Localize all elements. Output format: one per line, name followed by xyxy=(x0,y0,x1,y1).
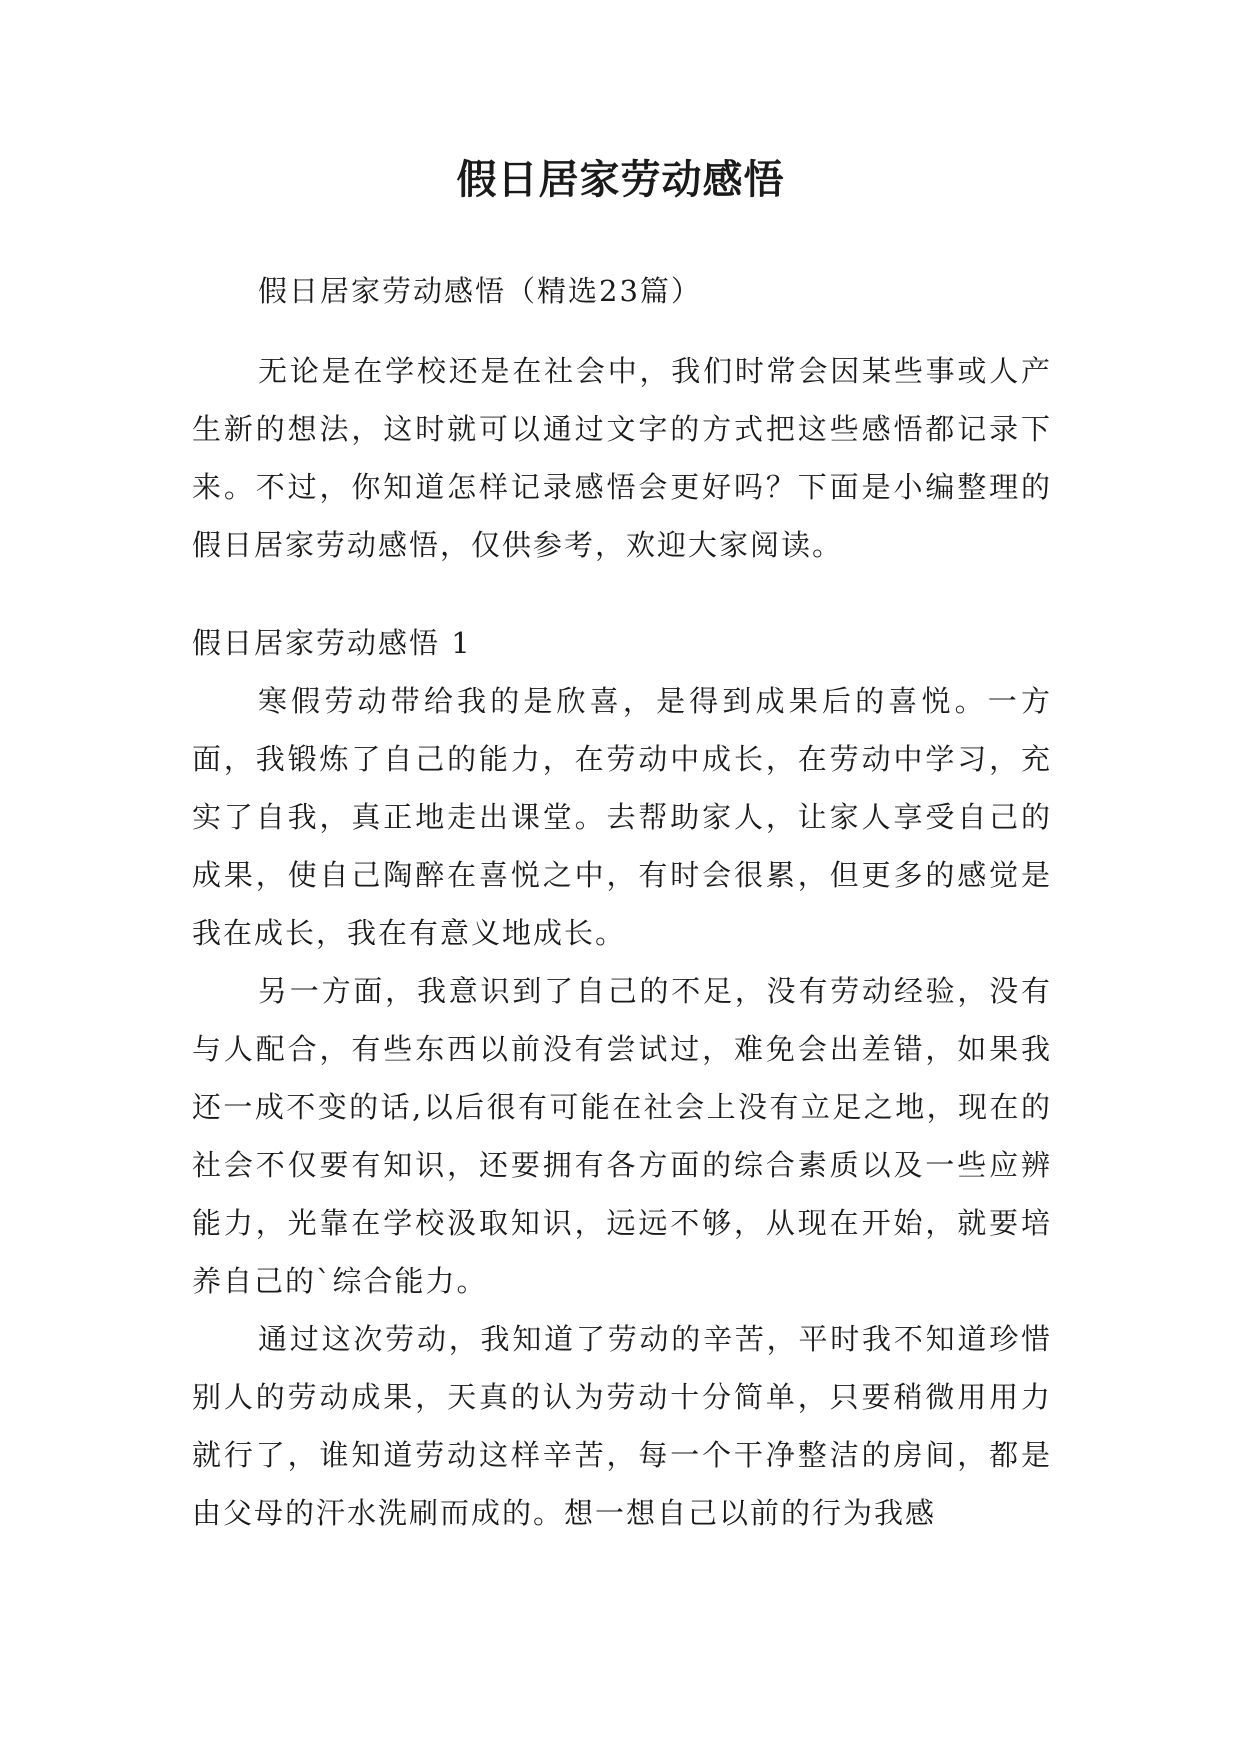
document-title: 假日居家劳动感悟 xyxy=(456,157,785,203)
section-heading: 假日居家劳动感悟 1 xyxy=(192,626,472,660)
section-1 xyxy=(192,614,1052,1542)
section-paragraph-3: 通过这次劳动，我知道了劳动的辛苦，平时我不知道珍惜别人的劳动成果，天真的认为劳动十分简单，只要稍微用用力就行了，谁知道劳动这样辛苦，每一个干净整洁的房间，都是由父母的汗水洗刷而成的。想一想自己以前的行为我感 xyxy=(192,1322,1052,1530)
section-paragraph-2: 另一方面，我意识到了自己的不足，没有劳动经验，没有与人配合，有些东西以前没有尝试过，难免会出差错，如果我还一成不变的话,以后很有可能在社会上没有立足之地，现在的社会不仅要有知识，还要拥有各方面的综合素质以及一些应辨能力，光靠在学校汲取知识，远远不够，从现在开始，就要培养自己的`综合能力。 xyxy=(192,974,1052,1298)
section-paragraph-1: 寒假劳动带给我的是欣喜，是得到成果后的喜悦。一方面，我锻炼了自己的能力，在劳动中成长，在劳动中学习，充实了自我，真正地走出课堂。去帮助家人，让家人享受自己的成果，使自己陶醉在喜悦之中，有时会很累，但更多的感觉是我在成长，我在有意义地成长。 xyxy=(192,684,1052,950)
intro-paragraph: 无论是在学校还是在社会中，我们时常会因某些事或人产生新的想法，这时就可以通过文字的方式把这些感悟都记录下来。不过，你知道怎样记录感悟会更好吗？下面是小编整理的假日居家劳动感悟，仅供参考，欢迎大家阅读。 xyxy=(192,354,1052,562)
document-subtitle: 假日居家劳动感悟（精选23篇） xyxy=(258,274,702,308)
